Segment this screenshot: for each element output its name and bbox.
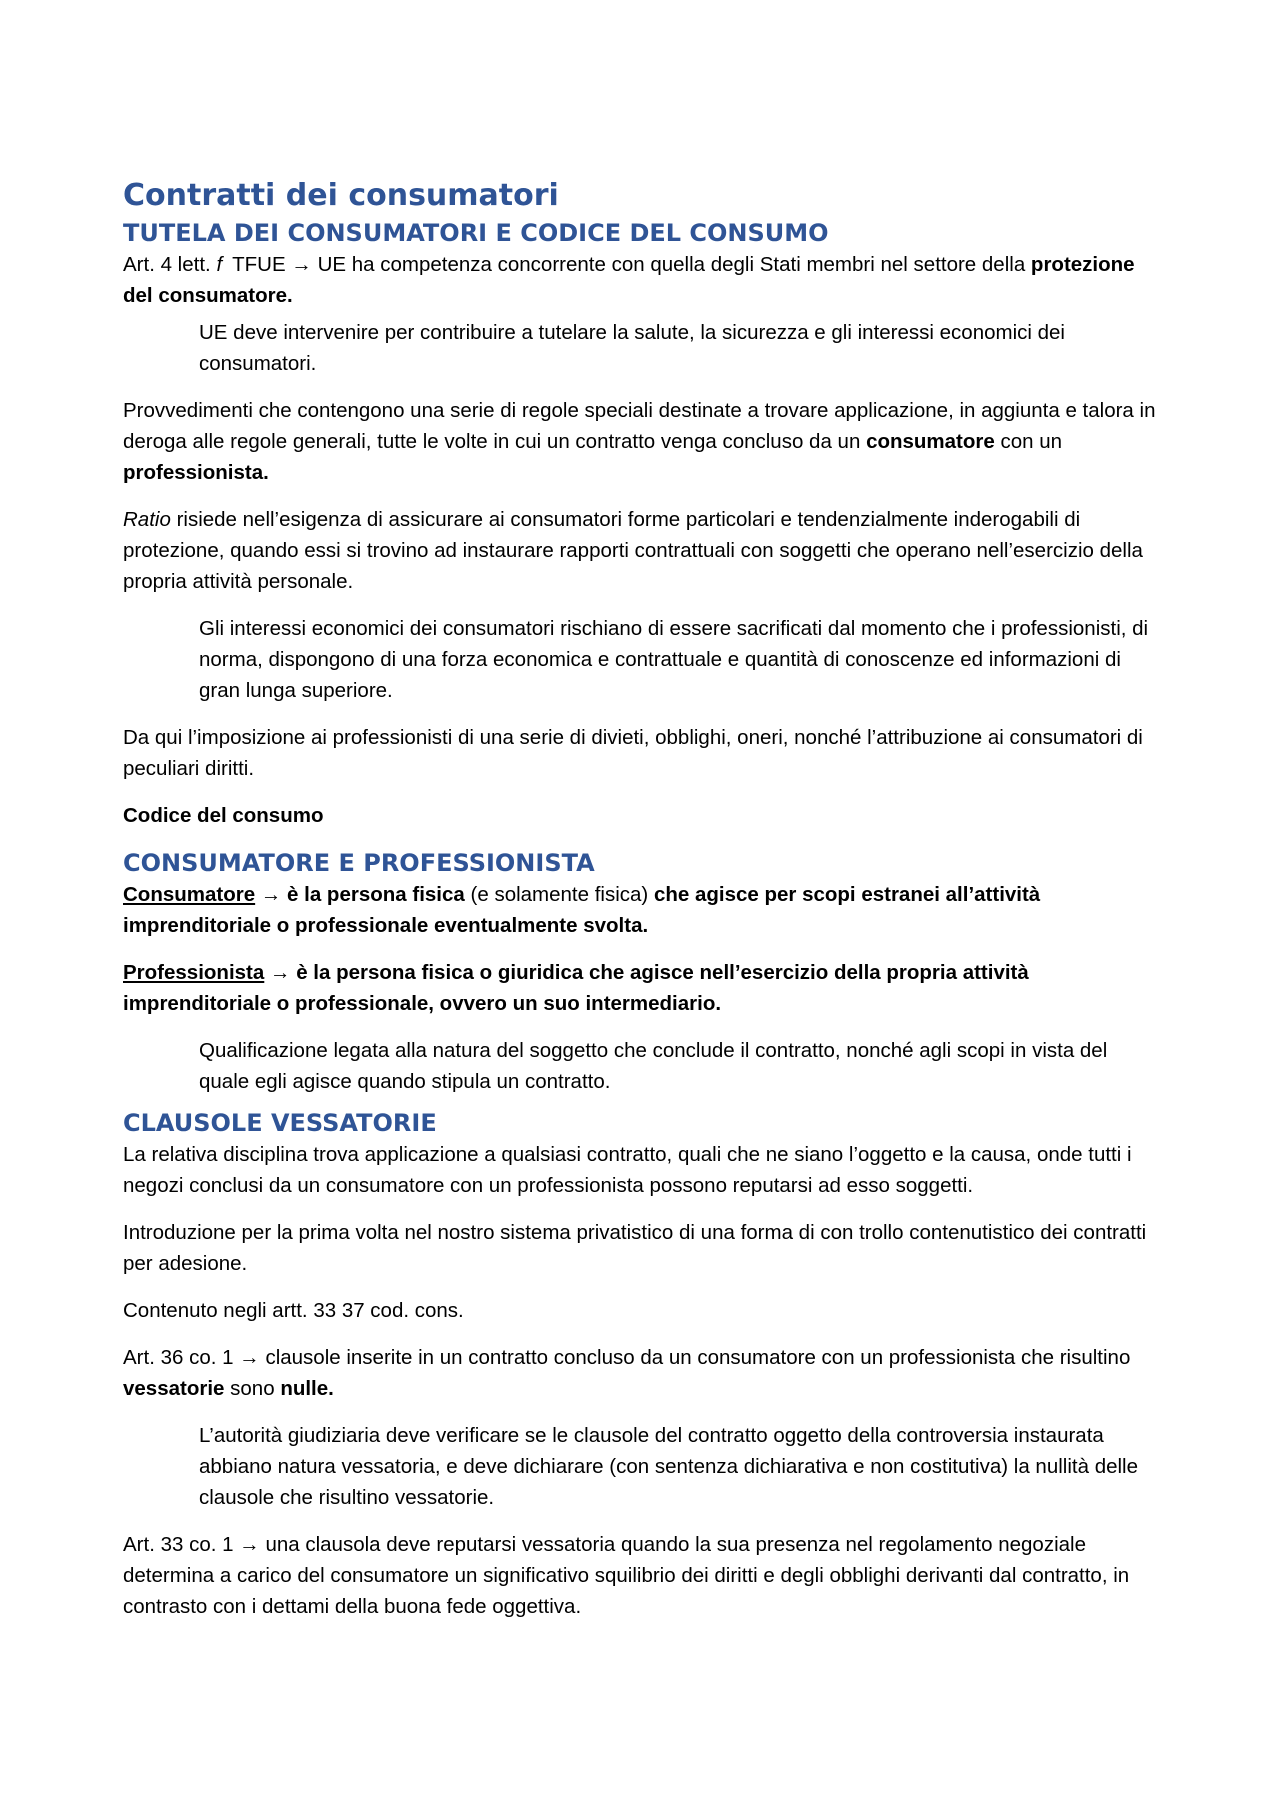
arrow-icon: →: [260, 883, 282, 906]
paragraph-art36: Art. 36 co. 1 → clausole inserite in un contratto concluso da un consumatore con un professionista che risultino vessatorie sono nulle.: [123, 1346, 1131, 1400]
paragraph-introduzione: Introduzione per la prima volta nel nostro sistema privatistico di una forma di con trollo contenutistico dei contratti per adesione.: [123, 1221, 1147, 1275]
paragraph-codice-consumo: Codice del consumo: [123, 804, 324, 827]
indented-note-qualificazione: Qualificazione legata alla natura del soggetto che conclude il contratto, nonché agli scopi in vista del quale egli agisce quando stipula un contratto.: [199, 1039, 1108, 1093]
paragraph-art33: Art. 33 co. 1 → una clausola deve reputarsi vessatoria quando la sua presenza nel regolamento negoziale determina a carico del consumatore un significativo squilibrio dei diritti e degli obblighi derivanti dal contratto, in contrasto con i dettami della buona fede oggettiva.: [123, 1533, 1130, 1618]
arrow-icon: →: [291, 253, 312, 276]
document-page: [123, 175, 1163, 1638]
paragraph-art4: Art. 4 lett. f TFUE → UE ha competenza concorrente con quella degli Stati membri nel settore della protezione del consumatore.: [123, 253, 1135, 307]
arrow-icon: →: [239, 1346, 260, 1369]
indented-note-ue: UE deve intervenire per contribuire a tutelare la salute, la sicurezza e gli interessi economici dei consumatori.: [199, 321, 1065, 375]
definition-professionista: Professionista → è la persona fisica o giuridica che agisce nell’esercizio della propria attività imprenditoriale o professionale, ovvero un suo intermediario.: [123, 961, 1029, 1015]
definition-consumatore: Consumatore → è la persona fisica (e solamente fisica) che agisce per scopi estranei all’attività imprenditoriale o professionale eventualmente svolta.: [123, 883, 1041, 937]
arrow-icon: →: [269, 961, 291, 984]
section-heading-clausole: CLAUSOLE VESSATORIE: [123, 1109, 437, 1137]
paragraph-da-qui: Da qui l’imposizione ai professionisti di una serie di divieti, obblighi, oneri, nonché l’attribuzione ai consumatori di peculiari diritti.: [123, 726, 1143, 780]
section-heading-consumatore: CONSUMATORE E PROFESSIONISTA: [123, 849, 595, 877]
paragraph-disciplina: La relativa disciplina trova applicazione a qualsiasi contratto, quali che ne siano l’oggetto e la causa, onde tutti i negozi conclusi da un consumatore con un professionista possono reputarsi ad esso soggetti.: [123, 1143, 1132, 1197]
section-heading-tutela: TUTELA DEI CONSUMATORI E CODICE DEL CONSUMO: [123, 219, 829, 247]
arrow-icon: →: [239, 1533, 260, 1556]
indented-note-autorita: L’autorità giudiziaria deve verificare se le clausole del contratto oggetto della controversia instaurata abbiano natura vessatoria, e deve dichiarare (con sentenza dichiarativa e non costitutiva) la nullità delle clausole che risultino vessatorie.: [199, 1424, 1139, 1509]
document-title: Contratti dei consumatori: [123, 178, 559, 213]
indented-note-interessi: Gli interessi economici dei consumatori rischiano di essere sacrificati dal momento che i professionisti, di norma, dispongono di una forza economica e contrattuale e quantità di conoscenze ed informazioni di gran lunga superiore.: [199, 617, 1149, 702]
paragraph-provvedimenti: Provvedimenti che contengono una serie di regole speciali destinate a trovare applicazione, in aggiunta e talora in deroga alle regole generali, tutte le volte in cui un contratto venga concluso da un consumatore con un professionista.: [123, 399, 1156, 484]
paragraph-ratio: Ratio risiede nell’esigenza di assicurare ai consumatori forme particolari e tendenzialmente inderogabili di protezione, quando essi si trovino ad instaurare rapporti contrattuali con soggetti che operano nell’esercizio della propria attività personale.: [123, 508, 1143, 593]
paragraph-contenuto: Contenuto negli artt. 33 37 cod. cons.: [123, 1299, 464, 1322]
